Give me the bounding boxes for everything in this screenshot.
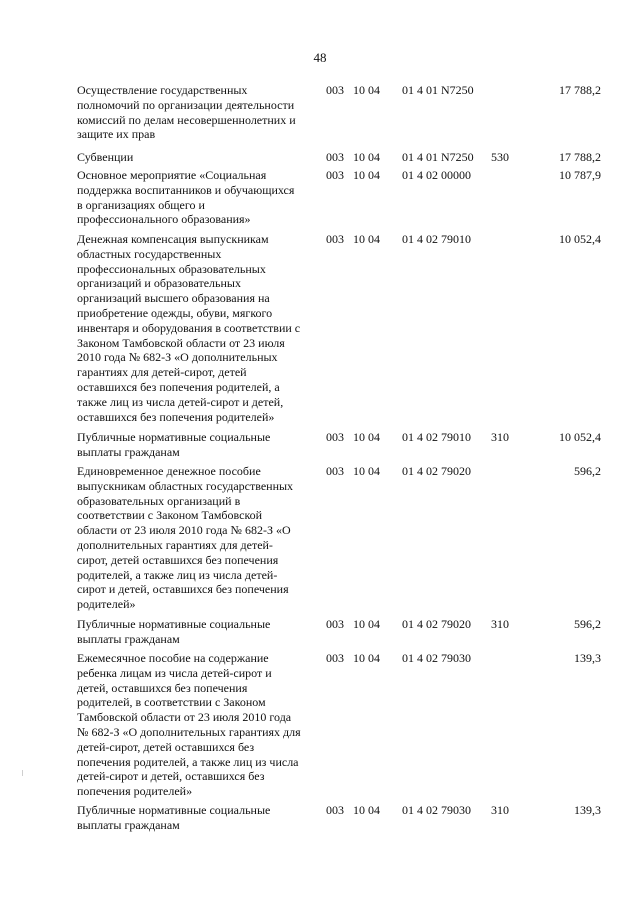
expense-name: Осуществление государственных полномочий по организации деятельности комиссий по делам несовершеннолетних и защите их прав	[77, 83, 296, 142]
amount: 139,3	[574, 803, 601, 817]
section-code: 10 04	[353, 651, 380, 665]
amount: 17 788,2	[559, 83, 601, 97]
page-number: 48	[313, 50, 327, 65]
expense-type-code: 310	[491, 430, 509, 444]
amount: 10 052,4	[559, 430, 601, 444]
section-code: 10 04	[353, 232, 380, 246]
section-code: 10 04	[353, 803, 380, 817]
expense-name: Публичные нормативные социальные выплаты гражданам	[77, 803, 271, 832]
expense-name: Ежемесячное пособие на содержание ребенка лицам из числа детей-сирот и детей, оставшихся без попечения родителей, в соответствии с Законом Тамбовской области от 23 июля 2010 года № 682-З «О дополнительных гарантиях для детей-сирот, детей оставшихся без попечения родителей, а также лиц из числа детей-сирот и детей, оставшихся без попечения родителей»	[77, 651, 301, 799]
ministry-code: 003	[326, 83, 344, 97]
section-code: 10 04	[353, 617, 380, 631]
target-article-code: 01 4 02 79020	[402, 464, 471, 478]
target-article-code: 01 4 02 79010	[402, 430, 471, 444]
section-code: 10 04	[353, 430, 380, 444]
ministry-code: 003	[326, 651, 344, 665]
ministry-code: 003	[326, 150, 344, 164]
expense-type-code: 530	[491, 150, 509, 164]
amount: 596,2	[574, 464, 601, 478]
section-code: 10 04	[353, 464, 380, 478]
expense-name: Публичные нормативные социальные выплаты гражданам	[77, 617, 271, 646]
target-article-code: 01 4 02 79030	[402, 651, 471, 665]
section-code: 10 04	[353, 168, 380, 182]
amount: 139,3	[574, 651, 601, 665]
expense-name: Денежная компенсация выпускникам областных государственных профессиональных образовательных организаций и образовательных организаций высшего образования на приобретение одежды, обуви, мягкого инвентаря и оборудования в соответствии с Законом Тамбовской области от 23 июля 2010 года № 682-З «О дополнительных гарантиях для детей-сирот, детей оставшихся без попечения родителей, а также лиц из числа детей-сирот и детей, оставшихся без попечения родителей»	[77, 232, 301, 424]
target-article-code: 01 4 01 N7250	[402, 83, 474, 97]
amount: 10 052,4	[559, 232, 601, 246]
target-article-code: 01 4 01 N7250	[402, 150, 474, 164]
target-article-code: 01 4 02 00000	[402, 168, 471, 182]
expense-type-code: 310	[491, 803, 509, 817]
ministry-code: 003	[326, 430, 344, 444]
ministry-code: 003	[326, 803, 344, 817]
section-code: 10 04	[353, 150, 380, 164]
section-code: 10 04	[353, 83, 380, 97]
amount: 596,2	[574, 617, 601, 631]
ministry-code: 003	[326, 617, 344, 631]
ministry-code: 003	[326, 232, 344, 246]
target-article-code: 01 4 02 79030	[402, 803, 471, 817]
amount: 17 788,2	[559, 150, 601, 164]
ministry-code: 003	[326, 464, 344, 478]
expense-name: Основное мероприятие «Социальная поддержка воспитанников и обучающихся в организациях общего и профессионального образования»	[77, 168, 295, 227]
margin-mark	[22, 770, 23, 776]
expense-name: Единовременное денежное пособие выпускникам областных государственных образовательных организаций в соответствии с Законом Тамбовской области от 23 июля 2010 года № 682-З «О дополнительных гарантиях для детей-сирот, детей оставшихся без попечения родителей, а также лиц из числа детей-сирот и детей, оставшихся без попечения родителей»	[77, 464, 294, 612]
ministry-code: 003	[326, 168, 344, 182]
amount: 10 787,9	[559, 168, 601, 182]
target-article-code: 01 4 02 79020	[402, 617, 471, 631]
expense-type-code: 310	[491, 617, 509, 631]
expense-name: Субвенции	[77, 150, 134, 164]
target-article-code: 01 4 02 79010	[402, 232, 471, 246]
expense-name: Публичные нормативные социальные выплаты гражданам	[77, 430, 271, 459]
